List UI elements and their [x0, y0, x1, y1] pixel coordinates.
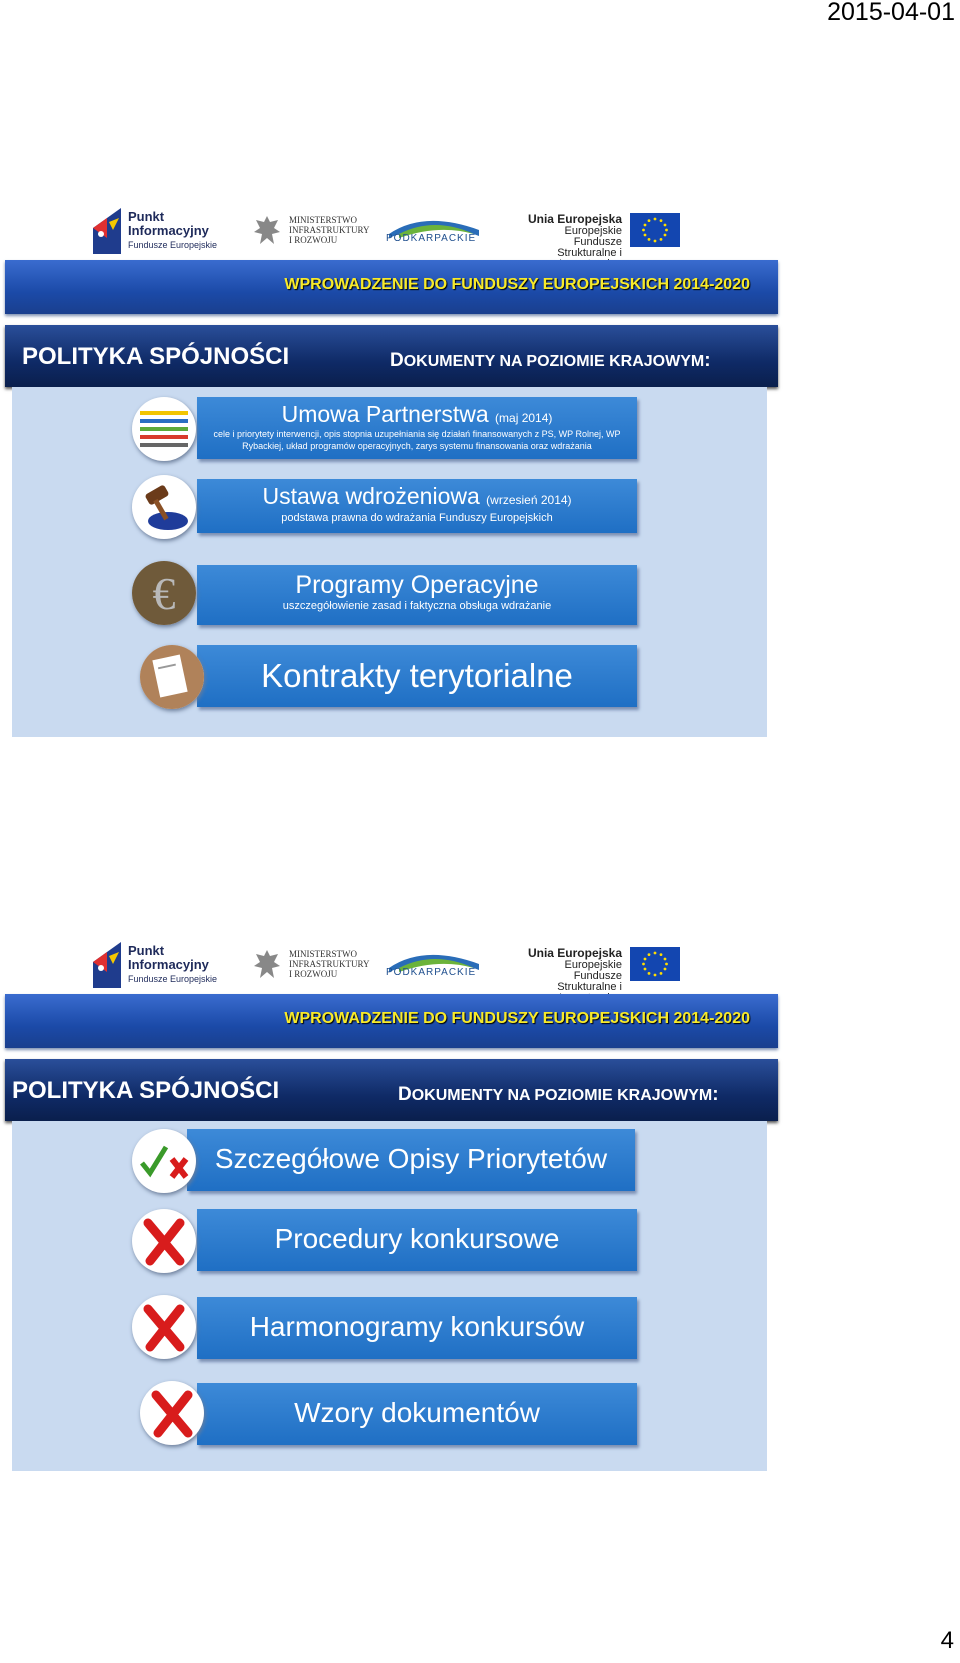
- slide-1: [0, 200, 780, 740]
- svg-text:€: €: [152, 568, 176, 619]
- eu-flag-icon: [630, 947, 680, 981]
- item-box-programy: [197, 565, 637, 625]
- item-title: Ustawa wdrożeniowa: [262, 483, 480, 509]
- program-banner: [5, 260, 778, 314]
- punkt-informacyjny-text: Punkt Informacyjny Fundusze Europejskie: [128, 209, 218, 250]
- logo-bar: [0, 200, 780, 260]
- item-title: Programy Operacyjne: [295, 571, 539, 599]
- cross-icon: [132, 1295, 196, 1359]
- gavel-icon: [132, 475, 196, 539]
- item-note: (maj 2014): [495, 411, 553, 425]
- item-title: Procedury konkursowe: [274, 1223, 560, 1254]
- item-box-umowa: [197, 397, 637, 459]
- eu-logo-text: Unia Europejska Europejskie Fundusze Strukturalne i: [527, 212, 622, 259]
- euro-icon: [132, 561, 196, 625]
- item-title: Kontrakty terytorialne: [261, 657, 573, 694]
- section-title: POLITYKA SPÓJNOŚCI: [22, 343, 290, 370]
- cross-icon: [140, 1381, 204, 1445]
- eu-logo-text: Unia Europejska Europejskie Fundusze Strukturalne i: [527, 946, 622, 993]
- logo-bar: [0, 934, 780, 994]
- ministry-logo-text: MINISTERSTWO INFRASTRUKTURY I ROZWOJU: [289, 949, 370, 979]
- section-subtitle: DOKUMENTY NA POZIOMIE KRAJOWYM:: [398, 1084, 719, 1105]
- cross-icon: [132, 1209, 196, 1273]
- banner-text: WPROWADZENIE DO FUNDUSZY EUROPEJSKICH 2014-2020: [284, 1010, 750, 1027]
- item-box-wzory: [197, 1383, 637, 1445]
- podkarpackie-text: PODKARPACKIE: [386, 967, 477, 978]
- item-description: cele i priorytety interwencji, opis stopnia uzupełniania się działań finansowanych z PS, WP Rolnej, WP Rybackiej, układ programów operacyjnych, zarys systemu finansowania oraz wdrażania: [213, 429, 621, 451]
- item-box-procedury: [197, 1209, 637, 1271]
- item-description: podstawa prawna do wdrażania Funduszy Europejskich: [281, 512, 553, 524]
- item-box-harmonogramy: [197, 1297, 637, 1359]
- lines-icon: [132, 397, 196, 461]
- ministry-logo-text: MINISTERSTWO INFRASTRUKTURY I ROZWOJU: [289, 215, 370, 245]
- eagle-emblem-icon: [252, 214, 282, 248]
- page-number: 4: [940, 1627, 954, 1654]
- punkt-informacyjny-text: Punkt Informacyjny Fundusze Europejskie: [128, 943, 218, 984]
- punkt-informacyjny-logo-icon: [93, 208, 121, 254]
- check-cross-icon: [132, 1129, 196, 1193]
- slide-2: [0, 934, 780, 1474]
- item-box-ustawa: [197, 479, 637, 533]
- section-header-bar: [5, 325, 778, 387]
- document-icon: [140, 645, 204, 709]
- item-description: uszczegółowienie zasad i faktyczna obsługa wdrażanie: [282, 600, 552, 612]
- content-panel: [12, 387, 767, 737]
- program-banner: [5, 994, 778, 1048]
- item-title: Umowa Partnerstwa: [281, 401, 489, 427]
- item-title: Harmonogramy konkursów: [249, 1311, 585, 1342]
- section-title: POLITYKA SPÓJNOŚCI: [12, 1077, 280, 1104]
- eagle-emblem-icon: [252, 948, 282, 982]
- content-panel: [12, 1121, 767, 1471]
- section-subtitle: DOKUMENTY NA POZIOMIE KRAJOWYM:: [390, 350, 711, 371]
- item-title: Wzory dokumentów: [294, 1397, 540, 1428]
- item-title: Szczegółowe Opisy Priorytetów: [214, 1143, 608, 1174]
- eu-flag-icon: [630, 213, 680, 247]
- punkt-informacyjny-logo-icon: [93, 942, 121, 988]
- banner-text: WPROWADZENIE DO FUNDUSZY EUROPEJSKICH 2014-2020: [284, 276, 750, 293]
- item-box-kontrakty: [197, 645, 637, 707]
- section-header-bar: [5, 1059, 778, 1121]
- podkarpackie-text: PODKARPACKIE: [386, 233, 477, 244]
- print-date: 2015-04-01: [827, 0, 955, 26]
- item-note: (wrzesień 2014): [486, 493, 572, 507]
- item-box-szczegolowe: [187, 1129, 635, 1191]
